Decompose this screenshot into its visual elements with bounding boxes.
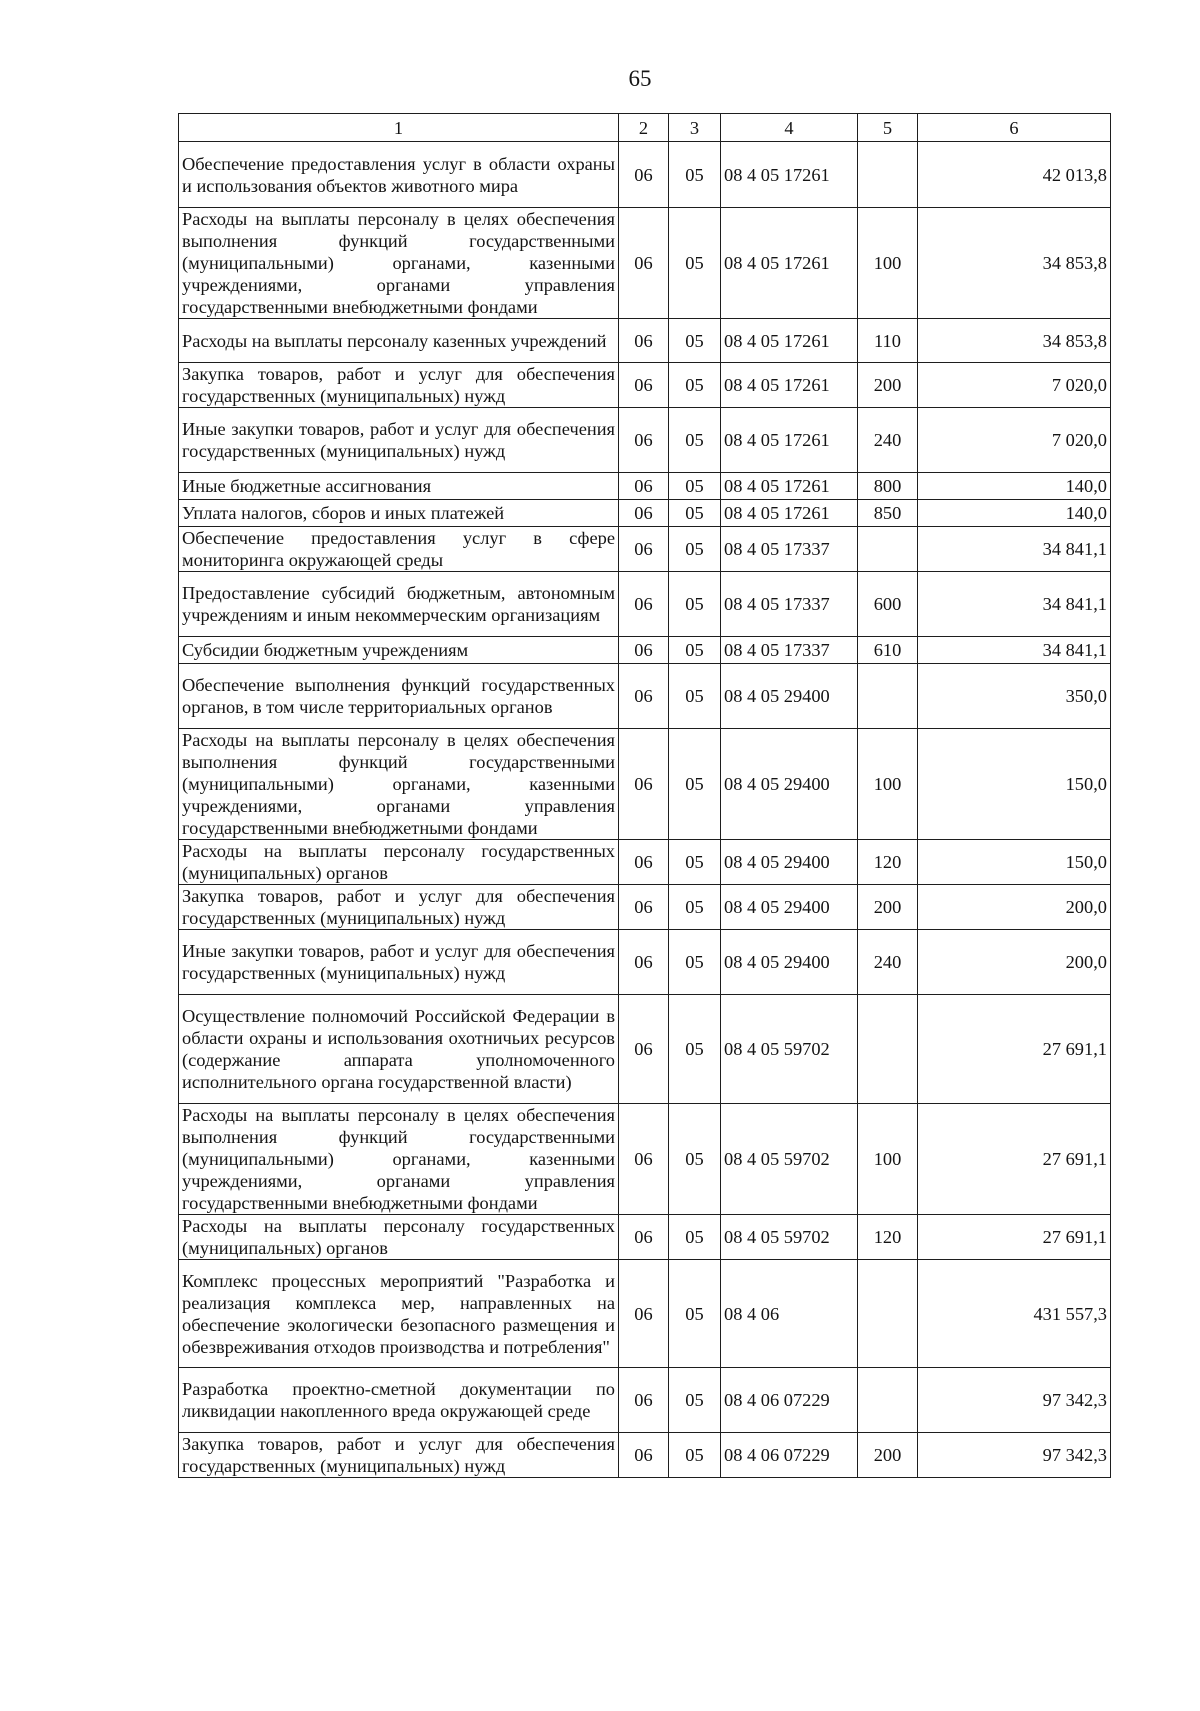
cell-description: Закупка товаров, работ и услуг для обеспечения государственных (муниципальных) нужд: [179, 363, 619, 408]
cell-expense-type: 240: [858, 930, 918, 995]
cell-expense-type: 200: [858, 885, 918, 930]
cell-amount: 200,0: [918, 930, 1111, 995]
cell-description: Иные бюджетные ассигнования: [179, 473, 619, 500]
header-col-2: 2: [619, 114, 669, 142]
cell-target-article: 08 4 05 17337: [721, 572, 858, 637]
table-row: [179, 500, 1111, 527]
cell-amount: 42 013,8: [918, 142, 1111, 208]
cell-description: Закупка товаров, работ и услуг для обеспечения государственных (муниципальных) нужд: [179, 885, 619, 930]
cell-section: 06: [619, 527, 669, 572]
cell-target-article: 08 4 05 17261: [721, 208, 858, 319]
cell-subsection: 05: [669, 473, 721, 500]
cell-section: 06: [619, 408, 669, 473]
cell-amount: 34 853,8: [918, 319, 1111, 363]
cell-description: Предоставление субсидий бюджетным, автономным учреждениям и иным некоммерческим организациям: [179, 572, 619, 637]
table-row: [179, 930, 1111, 995]
cell-description: Расходы на выплаты персоналу государственных (муниципальных) органов: [179, 840, 619, 885]
cell-subsection: 05: [669, 572, 721, 637]
cell-amount: 34 853,8: [918, 208, 1111, 319]
cell-section: 06: [619, 840, 669, 885]
cell-section: 06: [619, 637, 669, 664]
cell-amount: 150,0: [918, 729, 1111, 840]
table-row: [179, 664, 1111, 729]
cell-subsection: 05: [669, 1260, 721, 1368]
cell-amount: 140,0: [918, 473, 1111, 500]
header-col-3: 3: [669, 114, 721, 142]
cell-target-article: 08 4 05 29400: [721, 664, 858, 729]
header-col-1: 1: [179, 114, 619, 142]
cell-description: Обеспечение предоставления услуг в области охраны и использования объектов животного мира: [179, 142, 619, 208]
cell-amount: 431 557,3: [918, 1260, 1111, 1368]
table-body: [179, 142, 1111, 1478]
budget-table: [178, 113, 1111, 1478]
cell-subsection: 05: [669, 408, 721, 473]
cell-amount: 34 841,1: [918, 637, 1111, 664]
cell-expense-type: 120: [858, 1215, 918, 1260]
cell-amount: 27 691,1: [918, 1215, 1111, 1260]
cell-amount: 7 020,0: [918, 408, 1111, 473]
cell-description: Расходы на выплаты персоналу в целях обеспечения выполнения функций государственными (муниципальными) органами, казенными учреждениями, органами управления государственными внебюджетными фондами: [179, 729, 619, 840]
cell-section: 06: [619, 729, 669, 840]
cell-expense-type: [858, 1260, 918, 1368]
cell-description: Обеспечение предоставления услуг в сфере мониторинга окружающей среды: [179, 527, 619, 572]
cell-target-article: 08 4 05 17261: [721, 473, 858, 500]
cell-description: Иные закупки товаров, работ и услуг для обеспечения государственных (муниципальных) нужд: [179, 408, 619, 473]
cell-section: 06: [619, 142, 669, 208]
cell-amount: 140,0: [918, 500, 1111, 527]
table-row: [179, 363, 1111, 408]
cell-section: 06: [619, 930, 669, 995]
cell-subsection: 05: [669, 527, 721, 572]
cell-amount: 97 342,3: [918, 1433, 1111, 1478]
cell-amount: 350,0: [918, 664, 1111, 729]
cell-subsection: 05: [669, 363, 721, 408]
cell-subsection: 05: [669, 840, 721, 885]
cell-expense-type: 610: [858, 637, 918, 664]
cell-section: 06: [619, 1260, 669, 1368]
header-row: [179, 114, 1111, 142]
table-row: [179, 1215, 1111, 1260]
cell-expense-type: [858, 142, 918, 208]
cell-description: Осуществление полномочий Российской Федерации в области охраны и использования охотничьих ресурсов (содержание аппарата уполномоченного исполнительного органа государственной власти): [179, 995, 619, 1104]
cell-section: 06: [619, 208, 669, 319]
cell-target-article: 08 4 05 29400: [721, 930, 858, 995]
cell-subsection: 05: [669, 1104, 721, 1215]
cell-section: 06: [619, 473, 669, 500]
page-number: 65: [628, 66, 652, 91]
header-col-4: 4: [721, 114, 858, 142]
cell-section: 06: [619, 995, 669, 1104]
table-row: [179, 142, 1111, 208]
table-row: [179, 319, 1111, 363]
cell-expense-type: 100: [858, 729, 918, 840]
cell-target-article: 08 4 05 17261: [721, 142, 858, 208]
cell-section: 06: [619, 1104, 669, 1215]
cell-description: Уплата налогов, сборов и иных платежей: [179, 500, 619, 527]
cell-expense-type: [858, 1368, 918, 1433]
cell-description: Разработка проектно-сметной документации по ликвидации накопленного вреда окружающей среде: [179, 1368, 619, 1433]
cell-section: 06: [619, 1368, 669, 1433]
table-row: [179, 408, 1111, 473]
cell-description: Иные закупки товаров, работ и услуг для обеспечения государственных (муниципальных) нужд: [179, 930, 619, 995]
cell-subsection: 05: [669, 142, 721, 208]
table-row: [179, 729, 1111, 840]
table-header: [179, 114, 1111, 142]
cell-expense-type: 100: [858, 1104, 918, 1215]
cell-subsection: 05: [669, 1215, 721, 1260]
table-row: [179, 208, 1111, 319]
cell-subsection: 05: [669, 500, 721, 527]
cell-section: 06: [619, 500, 669, 527]
cell-expense-type: [858, 527, 918, 572]
cell-target-article: 08 4 05 29400: [721, 840, 858, 885]
cell-section: 06: [619, 1215, 669, 1260]
cell-target-article: 08 4 05 59702: [721, 995, 858, 1104]
cell-subsection: 05: [669, 930, 721, 995]
cell-expense-type: 240: [858, 408, 918, 473]
table-row: [179, 885, 1111, 930]
cell-target-article: 08 4 05 17261: [721, 500, 858, 527]
cell-amount: 150,0: [918, 840, 1111, 885]
cell-subsection: 05: [669, 1433, 721, 1478]
cell-target-article: 08 4 05 59702: [721, 1104, 858, 1215]
cell-amount: 27 691,1: [918, 995, 1111, 1104]
cell-expense-type: [858, 995, 918, 1104]
cell-amount: 7 020,0: [918, 363, 1111, 408]
cell-target-article: 08 4 05 29400: [721, 729, 858, 840]
cell-description: Закупка товаров, работ и услуг для обеспечения государственных (муниципальных) нужд: [179, 1433, 619, 1478]
cell-description: Обеспечение выполнения функций государственных органов, в том числе территориальных органов: [179, 664, 619, 729]
cell-target-article: 08 4 05 17261: [721, 319, 858, 363]
cell-expense-type: 200: [858, 1433, 918, 1478]
cell-expense-type: 120: [858, 840, 918, 885]
cell-amount: 200,0: [918, 885, 1111, 930]
cell-section: 06: [619, 319, 669, 363]
cell-section: 06: [619, 664, 669, 729]
cell-subsection: 05: [669, 729, 721, 840]
cell-subsection: 05: [669, 637, 721, 664]
header-col-5: 5: [858, 114, 918, 142]
table-row: [179, 473, 1111, 500]
table-row: [179, 527, 1111, 572]
cell-subsection: 05: [669, 664, 721, 729]
cell-target-article: 08 4 05 17261: [721, 408, 858, 473]
cell-subsection: 05: [669, 885, 721, 930]
cell-target-article: 08 4 05 17337: [721, 637, 858, 664]
header-col-6: 6: [918, 114, 1111, 142]
cell-description: Расходы на выплаты персоналу в целях обеспечения выполнения функций государственными (муниципальными) органами, казенными учреждениями, органами управления государственными внебюджетными фондами: [179, 208, 619, 319]
table-row: [179, 1104, 1111, 1215]
cell-target-article: 08 4 05 17261: [721, 363, 858, 408]
cell-description: Расходы на выплаты персоналу казенных учреждений: [179, 319, 619, 363]
cell-amount: 34 841,1: [918, 527, 1111, 572]
table-row: [179, 995, 1111, 1104]
cell-amount: 27 691,1: [918, 1104, 1111, 1215]
cell-target-article: 08 4 05 59702: [721, 1215, 858, 1260]
cell-target-article: 08 4 06: [721, 1260, 858, 1368]
cell-target-article: 08 4 06 07229: [721, 1433, 858, 1478]
cell-amount: 97 342,3: [918, 1368, 1111, 1433]
cell-target-article: 08 4 06 07229: [721, 1368, 858, 1433]
cell-subsection: 05: [669, 319, 721, 363]
cell-section: 06: [619, 885, 669, 930]
cell-section: 06: [619, 572, 669, 637]
cell-subsection: 05: [669, 1368, 721, 1433]
cell-expense-type: 200: [858, 363, 918, 408]
table-row: [179, 1433, 1111, 1478]
table-row: [179, 572, 1111, 637]
cell-description: Расходы на выплаты персоналу государственных (муниципальных) органов: [179, 1215, 619, 1260]
cell-expense-type: 110: [858, 319, 918, 363]
cell-section: 06: [619, 363, 669, 408]
cell-description: Субсидии бюджетным учреждениям: [179, 637, 619, 664]
table-row: [179, 840, 1111, 885]
table-row: [179, 1368, 1111, 1433]
cell-expense-type: 850: [858, 500, 918, 527]
cell-expense-type: [858, 664, 918, 729]
cell-subsection: 05: [669, 208, 721, 319]
cell-description: Комплекс процессных мероприятий "Разработка и реализация комплекса мер, направленных на обеспечение экологически безопасного размещения и обезвреживания отходов производства и потребления": [179, 1260, 619, 1368]
cell-subsection: 05: [669, 995, 721, 1104]
cell-expense-type: 100: [858, 208, 918, 319]
cell-amount: 34 841,1: [918, 572, 1111, 637]
cell-expense-type: 600: [858, 572, 918, 637]
cell-section: 06: [619, 1433, 669, 1478]
cell-target-article: 08 4 05 29400: [721, 885, 858, 930]
table-row: [179, 637, 1111, 664]
cell-description: Расходы на выплаты персоналу в целях обеспечения выполнения функций государственными (муниципальными) органами, казенными учреждениями, органами управления государственными внебюджетными фондами: [179, 1104, 619, 1215]
cell-target-article: 08 4 05 17337: [721, 527, 858, 572]
table-row: [179, 1260, 1111, 1368]
cell-expense-type: 800: [858, 473, 918, 500]
